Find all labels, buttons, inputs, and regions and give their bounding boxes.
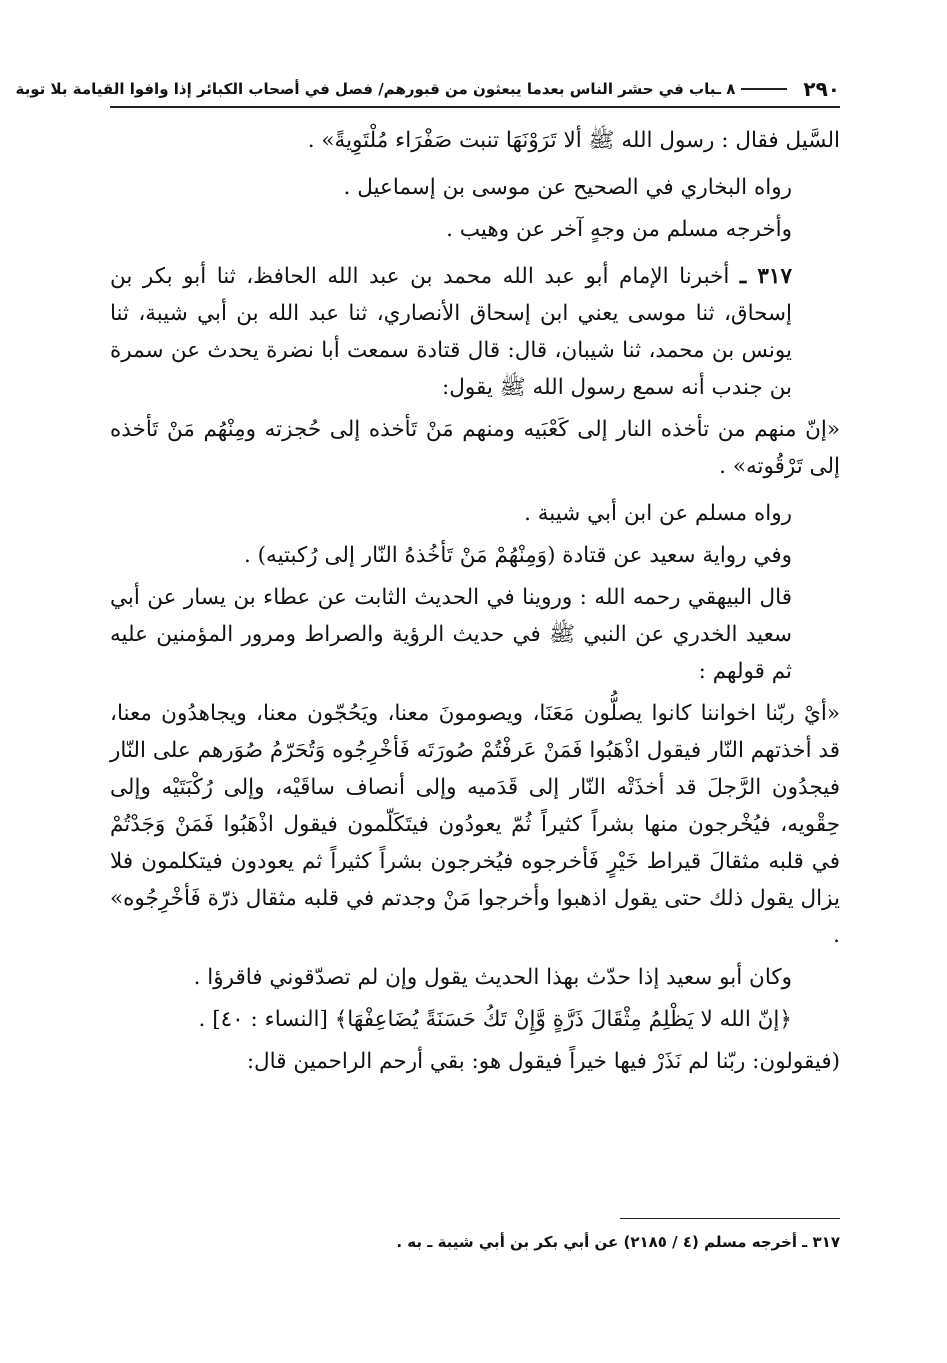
paragraph-3: وأخرجه مسلم من وجهٍ آخر عن وهيب .	[446, 217, 792, 242]
page-header	[15, 72, 840, 108]
paragraph-6: رواه مسلم عن ابن أبي شيبة .	[524, 501, 792, 526]
paragraph-10: وكان أبو سعيد إذا حدّث بهذا الحديث يقول وإن لم تصدّقوني فاقرؤا .	[193, 965, 792, 990]
footnote: ٣١٧ ـ أخرجه مسلم (٤ / ٢١٨٥) عن أبي بكر بن أبي شيبة ـ به .	[396, 1233, 840, 1251]
paragraph-5: «إنّ منهم من تأخذه النار إلى كَعْبَيه ومنهم مَنْ تَأخذه إلى حُجزته ومِنْهُم مَنْ تَأخذه إلى تَرْقُوته» .	[110, 417, 840, 479]
header-dash	[741, 88, 787, 90]
isnad-text: أخبرنا الإمام أبو عبد الله محمد بن عبد الله الحافظ، ثنا أبو بكر بن إسحاق، ثنا موسى يعني ابن إسحاق الأنصاري، ثنا عبد الله بن أبي شيبة، ثنا يونس بن محمد، ثنا شيبان، قال: قال قتادة سمعت أبا نضرة يحدث عن سمرة بن جندب أنه سمع رسول الله ﷺ يقول:	[110, 264, 792, 400]
paragraph-1: السَّيل فقال : رسول الله ﷺ ألا تَرَوْنَهَا تنبت صَفْرَاء مُلْتَوِيةً» .	[307, 128, 840, 153]
page-number: ٢٩٠	[803, 77, 840, 101]
paragraph-9: «أيْ ربّنا اخواننا كانوا يصلُّون مَعَنَا، ويصومونَ معنا، ويَحُجّون معنا، ويجاهدُون معنا، قد أخذتهم النّار فيقول اذْهَبُوا فَمَنْ عَرفْتُمْ صُورَتَه فَأخْرِجُوه وَتُحَرّمُ صُوَرهم على النّار فيجدُون الرَّجلَ قد أخذَتْه النّار إلى قَدَميه وإلى أنصاف ساقَيْه، وإلى رُكْبَتَيْه وإلى حِقْويه، فيُخْرجون منها بشراً كثيراً ثُمّ يعودُون فيتَكَلّمون فيقول اذْهَبُوا فَمَنْ وَجَدْتُمْ في قلبه مثقالَ قيراط خَيْرٍ فَأخرجوه فيُخرجون بشراً كثيراً ثم يعودون فيتكلمون فلا يزال يقول ذلك حتى يقول اذهبوا وأخرجوا مَنْ وجدتم في قلبه مثقال ذرّة فَأخْرِجُوه» .	[110, 701, 840, 948]
main-text	[110, 122, 840, 1080]
paragraph-8: قال البيهقي رحمه الله : وروينا في الحديث الثابت عن عطاء بن يسار عن أبي سعيد الخدري عن النبي ﷺ في حديث الرؤية والصراط ومرور المؤمنين عليه ثم قولهم :	[110, 585, 792, 684]
quran-verse: ﴿إنّ الله لا يَظْلِمُ مِثْقَالَ ذَرَّةٍ وَّإِنْ تَكُ حَسَنَةً يُضَاعِفْهَا﴾ [النساء : ٤٠] .	[198, 1007, 792, 1032]
footnote-divider	[620, 1218, 840, 1219]
hadith-number: ٣١٧ ـ	[739, 264, 792, 289]
paragraph-2: رواه البخاري في الصحيح عن موسى بن إسماعيل .	[343, 175, 792, 200]
running-title: ٨ ـباب في حشر الناس بعدما يبعثون من قبورهم/ فصل في أصحاب الكبائر إذا وافوا القيامة بلا توبة	[15, 80, 736, 98]
paragraph-4	[110, 258, 840, 406]
paragraph-7: وفي رواية سعيد عن قتادة (وَمِنْهُمْ مَنْ تَأخُذهُ النّار إلى رُكبتيه) .	[244, 543, 792, 568]
paragraph-12: (فيقولون: ربّنا لم نَذَرْ فيها خيراً فيقول هو: بقي أرحم الراحمين قال:	[246, 1049, 840, 1074]
